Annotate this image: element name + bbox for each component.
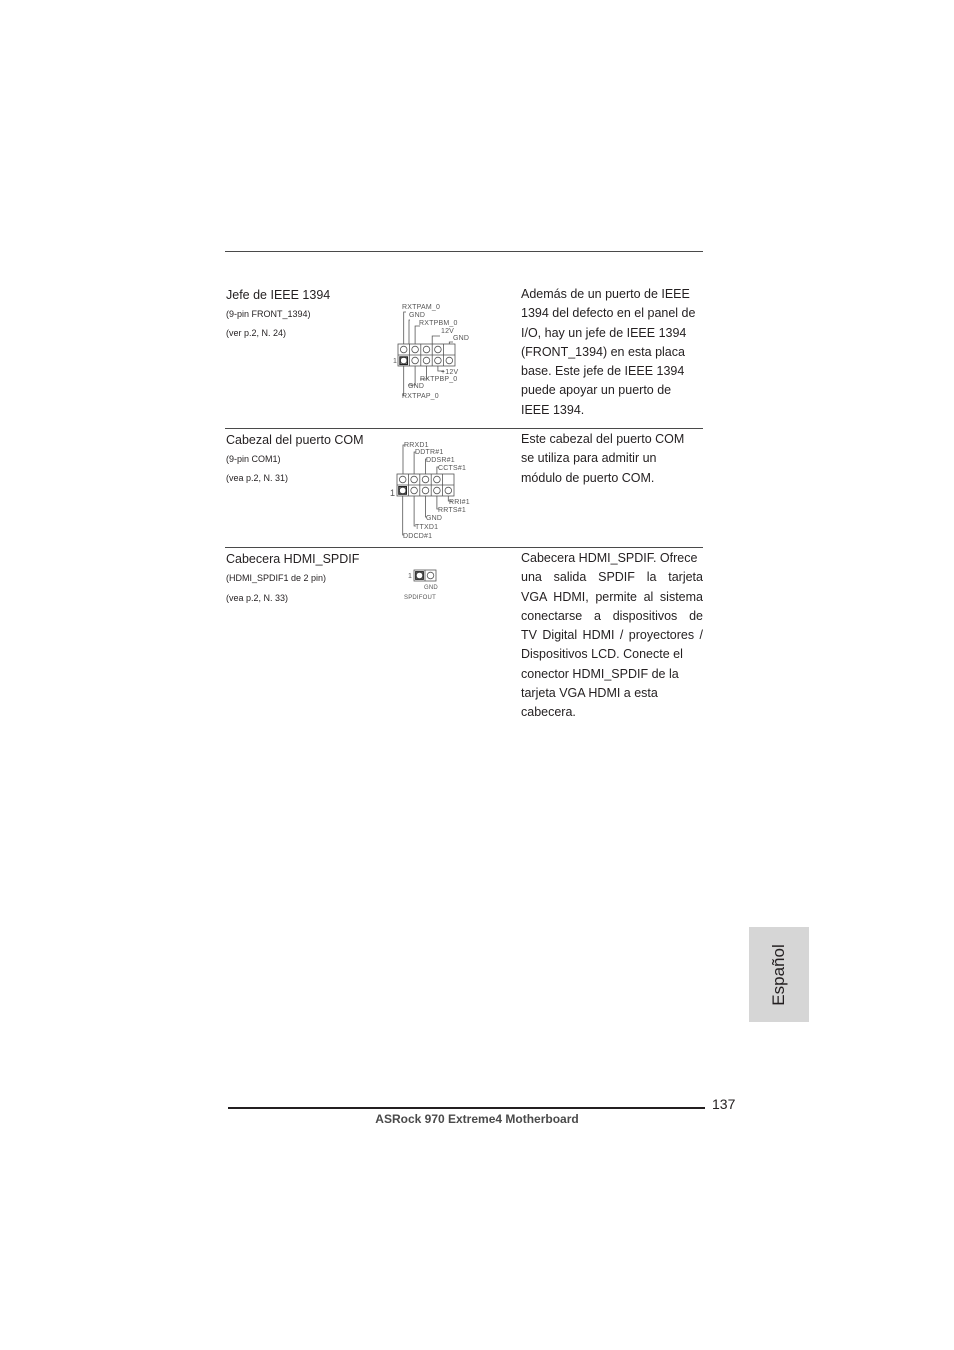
ieee1394-description: [521, 285, 703, 420]
ieee1394-ref-note: (ver p.2, N. 24): [226, 328, 287, 338]
com-ref-note: (vea p.2, N. 31): [226, 473, 289, 483]
com-desc-line: módulo de puerto COM.: [521, 470, 655, 485]
page-number: 137: [712, 1096, 736, 1112]
hdmi-spdif-description: [521, 549, 703, 723]
hdmi-spdif-ref-note: (vea p.2, N. 33): [226, 593, 289, 603]
ieee1394-pin-12v-top: 12V: [441, 328, 455, 335]
hdmi-spdif-desc-line: conectarse a dispositivos de: [521, 608, 703, 623]
ieee1394-pinout-diagram: [378, 300, 488, 412]
hdmi-spdif-pinout-diagram: [400, 566, 460, 602]
footer-rule: [228, 1107, 705, 1109]
ieee1394-desc-line: puede apoyar un puerto de: [521, 383, 672, 398]
language-tab-label: Español: [769, 943, 788, 1006]
com-desc-line: se utiliza para admitir un: [521, 451, 657, 466]
hdmi-spdif-title: Cabecera HDMI_SPDIF: [226, 552, 360, 566]
hdmi-spdif-desc-line: Cabecera HDMI_SPDIF. Ofrece: [521, 551, 698, 565]
com-title: Cabezal del puerto COM: [226, 433, 364, 447]
footer-title: ASRock 970 Extreme4 Motherboard: [375, 1112, 579, 1126]
com-pin-gnd: GND: [426, 515, 443, 522]
hdmi-spdif-desc-line: una salida SPDIF la tarjeta: [521, 570, 703, 585]
ieee1394-pin-gnd-bottom: GND: [408, 383, 425, 390]
com-description: [521, 430, 703, 488]
ieee1394-desc-line: IEEE 1394.: [521, 402, 585, 417]
com-pin-ddtr1: DDTR#1: [415, 449, 444, 456]
hdmi-spdif-desc-line: cabecera.: [521, 705, 576, 720]
ieee1394-desc-line: Además de un puerto de IEEE: [521, 287, 690, 301]
com-pin-rrts1: RRTS#1: [438, 507, 466, 514]
ieee1394-pin1-label: 1: [393, 358, 398, 365]
com-pin-note: (9-pin COM1): [226, 454, 281, 464]
section-divider: [225, 547, 703, 548]
ieee1394-desc-line: 1394 del defecto en el panel de: [521, 306, 696, 321]
ieee1394-desc-line: base. Este jefe de IEEE 1394: [521, 364, 685, 379]
ieee1394-pin-12v-bottom: +12V: [441, 369, 459, 376]
hdmi-spdif-desc-line: Dispositivos LCD. Conecte el: [521, 647, 683, 662]
com-pin-rri1: RRI#1: [449, 499, 470, 506]
ieee1394-pin-gnd-right: GND: [453, 335, 470, 342]
hdmi-spdif-desc-line: conector HDMI_SPDIF de la: [521, 666, 679, 681]
ieee1394-desc-line: I/O, hay un jefe de IEEE 1394: [521, 325, 687, 340]
com-pin-rrxd1: RRXD1: [404, 442, 429, 449]
ieee1394-title: Jefe de IEEE 1394: [226, 288, 331, 302]
top-rule: [225, 251, 703, 252]
ieee1394-pin-rxtpam0: RXTPAM_0: [402, 304, 441, 311]
hdmi-spdif-pin1-label: 1: [408, 573, 413, 580]
ieee1394-pin-rxtpbm0: RXTPBM_0: [419, 320, 458, 327]
hdmi-spdif-desc-line: tarjeta VGA HDMI a esta: [521, 686, 658, 701]
com-pin-ccts1: CCTS#1: [438, 465, 467, 472]
ieee1394-desc-line: (FRONT_1394) en esta placa: [521, 344, 685, 359]
ieee1394-pin-rxtpap0: RXTPAP_0: [402, 393, 439, 400]
com-pinout-diagram: [386, 438, 486, 542]
com-pin-ttxd1: TTXD1: [415, 524, 439, 531]
com-pin-ddsr1: DDSR#1: [426, 457, 455, 464]
ieee1394-pin-gnd-top: GND: [409, 312, 426, 319]
hdmi-spdif-pin-spdifout: SPDIFOUT: [404, 595, 436, 601]
hdmi-spdif-pin-note: (HDMI_SPDIF1 de 2 pin): [226, 573, 327, 583]
language-side-tab: [749, 927, 809, 1022]
ieee1394-pin-rxtpbp0: RXTPBP_0: [420, 376, 458, 383]
com-pin1-label: 1: [390, 488, 396, 498]
hdmi-spdif-pin-gnd: GND: [424, 585, 438, 591]
hdmi-spdif-desc-line: VGA HDMI, permite al sistema: [521, 589, 703, 604]
hdmi-spdif-desc-line: TV Digital HDMI / proyectores /: [521, 628, 703, 643]
com-pin-ddcd1: DDCD#1: [403, 533, 433, 540]
com-desc-line: Este cabezal del puerto COM: [521, 432, 685, 446]
section-divider: [225, 428, 703, 429]
ieee1394-pin-note: (9-pin FRONT_1394): [226, 309, 311, 319]
